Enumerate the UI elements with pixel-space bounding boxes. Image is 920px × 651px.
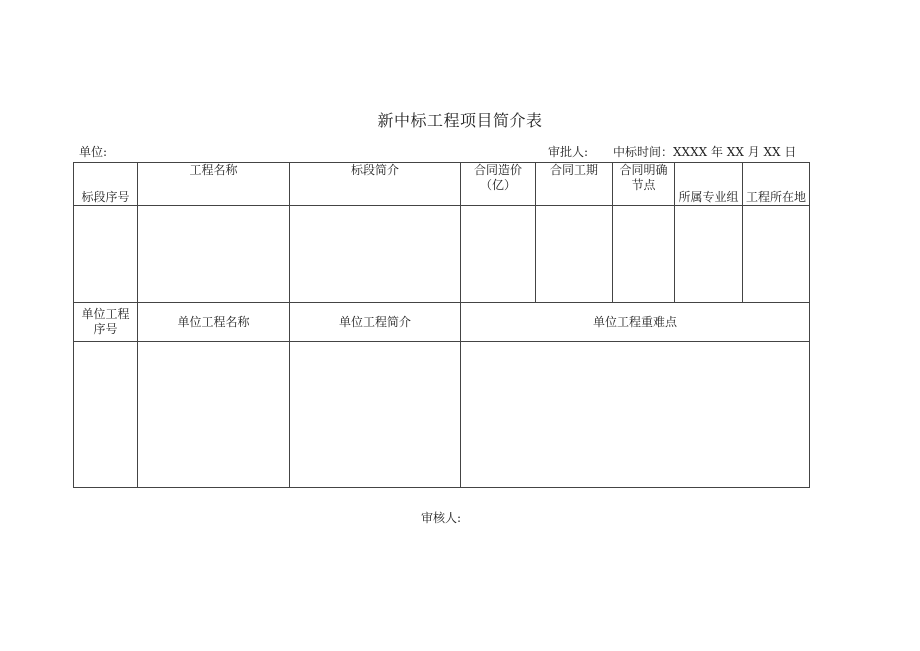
- cell-lot-no[interactable]: [74, 206, 138, 303]
- cell-milestones[interactable]: [613, 206, 675, 303]
- header-unit-name: 单位工程名称: [138, 303, 290, 342]
- header-unit-no: 单位工程序号: [74, 303, 138, 342]
- lot-data-row: [74, 206, 810, 303]
- header-specialty-group: 所属专业组: [675, 163, 743, 206]
- header-lot-intro: 标段简介: [290, 163, 461, 206]
- lot-header-row: [74, 163, 810, 206]
- header-unit-difficulties: 单位工程重难点: [461, 303, 810, 342]
- header-contract-cost: 合同造价（亿）: [461, 163, 536, 206]
- project-brief-table: [73, 162, 810, 488]
- document-title: 新中标工程项目简介表: [377, 111, 543, 130]
- header-project-location: 工程所在地: [743, 163, 810, 206]
- unit-data-row: [74, 342, 810, 488]
- cell-unit-no[interactable]: [74, 342, 138, 488]
- cell-project-location[interactable]: [743, 206, 810, 303]
- header-unit-intro: 单位工程简介: [290, 303, 461, 342]
- cell-contract-period[interactable]: [536, 206, 613, 303]
- cell-unit-intro[interactable]: [290, 342, 461, 488]
- cell-lot-intro[interactable]: [290, 206, 461, 303]
- header-milestones: 合同明确节点: [613, 163, 675, 206]
- cell-specialty-group[interactable]: [675, 206, 743, 303]
- cell-project-name[interactable]: [138, 206, 290, 303]
- header-project-name: 工程名称: [138, 163, 290, 206]
- unit-label: 单位:: [79, 145, 108, 159]
- header-lot-no: 标段序号: [74, 163, 138, 206]
- cell-unit-difficulties[interactable]: [461, 342, 810, 488]
- award-time: 中标时间：XXXX 年 XX 月 XX 日: [613, 145, 797, 159]
- unit-header-row: [74, 303, 810, 342]
- reviewer-label: 审核人:: [420, 511, 462, 525]
- cell-unit-name[interactable]: [138, 342, 290, 488]
- cell-contract-cost[interactable]: [461, 206, 536, 303]
- header-contract-period: 合同工期: [536, 163, 613, 206]
- approver-label: 审批人:: [548, 145, 589, 159]
